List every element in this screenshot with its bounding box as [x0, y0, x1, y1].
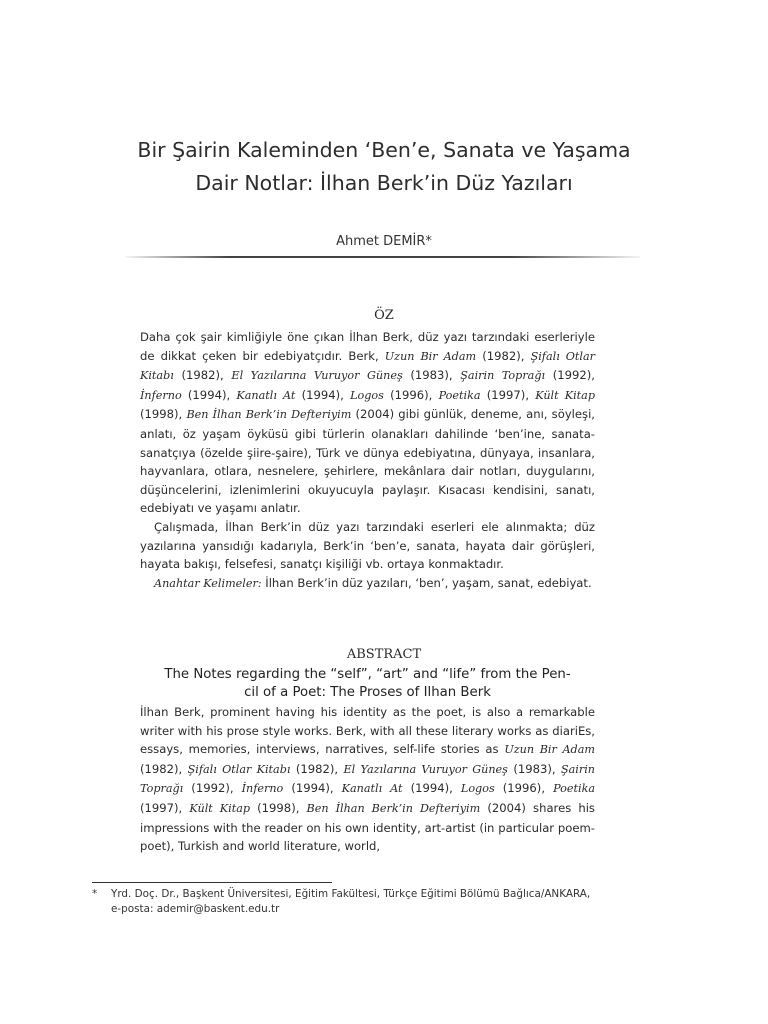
article-title-line-2: Dair Notlar: İlhan Berk’in Düz Yazıları	[195, 171, 573, 195]
oz-heading: ÖZ	[374, 308, 394, 323]
footnote-affiliation: Yrd. Doç. Dr., Başkent Üniversitesi, Eğitim Fakültesi, Türkçe Eğitimi Bölümü Bağlıca/ANKARA,	[111, 888, 591, 900]
abstract-heading: ABSTRACT	[346, 647, 422, 662]
oz-body	[140, 328, 595, 593]
author-footnote	[92, 887, 692, 917]
footnote-mark: *	[92, 888, 98, 900]
title-divider	[125, 256, 640, 258]
abstract-title-line-1: The Notes regarding the “self”, “art” and “life” from the Pen-	[164, 667, 571, 682]
keywords-list: İlhan Berk’in düz yazıları, ‘ben’, yaşam, sanat, edebiyat.	[261, 575, 592, 590]
author-name: Ahmet DEMİR*	[336, 234, 432, 249]
article-title	[60, 134, 708, 200]
abstract-paragraph-1: İlhan Berk, prominent having his identity as the poet, is also a remarkable writer with his prose style works. Berk, with all these literary works as diariEs, essays, memories, interviews, narratives, self-life stories as Uzun Bir Adam (1982), Şifalı Otlar Kitabı (1982), El Yazılarına Vuruyor Güneş (1983), Şairin Toprağı (1992), İnferno (1994), Kanatlı At (1994), Logos (1996), Poetika (1997), Kült Kitap (1998), Ben İlhan Berk’in Defteriyim (2004) shares his impressions with the reader on his own identity, art-artist (in particular poem-poet), Turkish and world literature, world,	[140, 705, 596, 854]
oz-paragraph-1: Daha çok şair kimliğiyle öne çıkan İlhan Berk, düz yazı tarzındaki eserleriyle de dikkat çeken bir edebiyatçıdır. Berk, Uzun Bir Adam (1982), Şifalı Otlar Kitabı (1982), El Yazılarına Vuruyor Güneş (1983), Şairin Toprağı (1992), İnferno (1994), Kanatlı At (1994), Logos (1996), Poetika (1997), Kült Kitap (1998), Ben İlhan Berk’in Defteriyim (2004) gibi günlük, deneme, anı, söyleşi, anlatı, öz yaşam öyküsü gibi türlerin olanakları dahilinde ‘ben’ine, sanata-sanatçıya (özelde şiire-şaire), Türk ve dünya edebiyatına, dünyaya, insanlara, hayvanlara, otlara, nesnelere, şehirlere, mekânlara dair notları, duygularını, düşüncelerini, izlenimlerini okuyucuyla paylaşır. Kısacası kendisini, sanatı, edebiyatı ve yaşamı anlatır.	[140, 330, 596, 516]
footnote-divider	[92, 882, 332, 883]
abstract-title	[140, 666, 595, 702]
abstract-body	[140, 703, 595, 856]
oz-paragraph-2: Çalışmada, İlhan Berk’in düz yazı tarzındaki eserleri ele alınmakta; düz yazılarına yansıdığı kadarıyla, Berk’in ‘ben’e, sanata, hayata dair görüşleri, hayata bakışı, felsefesi, sanatçı kişiliği vb. ortaya konmaktadır.	[140, 519, 595, 572]
keywords-label: Anahtar Kelimeler:	[154, 576, 262, 590]
article-title-line-1: Bir Şairin Kaleminden ‘Ben’e, Sanata ve Yaşama	[137, 138, 631, 162]
abstract-title-line-2: cil of a Poet: The Proses of Ilhan Berk	[244, 685, 491, 700]
oz-keywords	[140, 574, 595, 594]
footnote-email: e-posta: ademir@baskent.edu.tr	[111, 903, 280, 915]
